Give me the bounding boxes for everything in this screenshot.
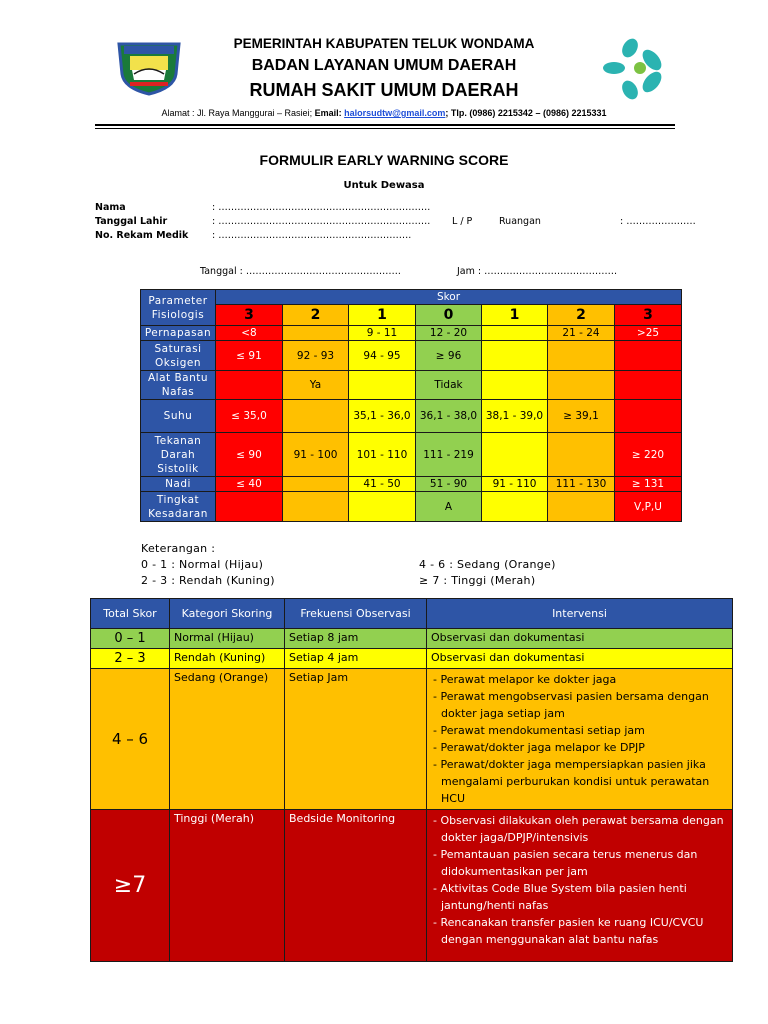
label-ruangan: Ruangan: [499, 216, 541, 227]
intervensi-item: - Rencanakan transfer pasien ke ruang ICU/CVCU dengan menggunakan alat bantu nafas: [433, 916, 704, 946]
row-label: Alat Bantu Nafas: [141, 371, 216, 400]
frekuensi: Bedside Monitoring: [285, 810, 427, 962]
nama-field[interactable]: : ………………………………………………………….: [212, 202, 431, 213]
value-cell: [615, 341, 682, 371]
intervensi-item: - Aktivitas Code Blue System bila pasien henti jantung/henti nafas: [433, 882, 687, 912]
total-skor: 2 – 3: [91, 649, 170, 669]
form-title: FORMULIR EARLY WARNING SCORE: [259, 152, 509, 168]
value-cell: ≥ 96: [416, 341, 482, 371]
jam-field[interactable]: Jam : ……………………………………: [457, 266, 618, 277]
intervensi: Observasi dan dokumentasi: [427, 649, 733, 669]
value-cell: [482, 341, 548, 371]
value-cell: 91 - 110: [482, 477, 548, 492]
no-rm-field[interactable]: : …………………………………………………….: [212, 230, 412, 241]
keterangan-item: 4 - 6 : Sedang (Orange): [419, 558, 556, 571]
keterangan-item: ≥ 7 : Tinggi (Merah): [419, 574, 536, 587]
value-cell: [349, 492, 416, 522]
header-address: [0, 108, 768, 118]
form-subtitle: Untuk Dewasa: [343, 180, 425, 191]
value-cell: 12 - 20: [416, 326, 482, 341]
value-cell: ≤ 40: [216, 477, 283, 492]
value-cell: [548, 341, 615, 371]
value-cell: [216, 371, 283, 400]
label-tanggal-lahir: Tanggal Lahir: [95, 216, 168, 227]
frekuensi: Setiap Jam: [285, 669, 427, 810]
header-frekuensi: Frekuensi Observasi: [285, 599, 427, 629]
value-cell: V,P,U: [615, 492, 682, 522]
kategori: Tinggi (Merah): [170, 810, 285, 962]
header-total-skor: Total Skor: [91, 599, 170, 629]
keterangan-title: Keterangan :: [141, 542, 216, 555]
value-cell: >25: [615, 326, 682, 341]
value-cell: ≤ 90: [216, 433, 283, 477]
kategori: Normal (Hijau): [170, 629, 285, 649]
ruangan-field[interactable]: : …………….……: [620, 216, 696, 227]
total-skor: 0 – 1: [91, 629, 170, 649]
intervensi-item: - Perawat/dokter jaga mempersiapkan pasien jika mengalami perburukan kondisi untuk perawatan HCU: [433, 758, 710, 805]
value-cell: 36,1 - 38,0: [416, 400, 482, 433]
value-cell: 51 - 90: [416, 477, 482, 492]
skor-header: Skor: [216, 290, 682, 305]
header-government: PEMERINTAH KABUPATEN TELUK WONDAMA: [233, 36, 535, 51]
value-cell: [482, 433, 548, 477]
value-cell: ≤ 91: [216, 341, 283, 371]
address-text: Alamat : Jl. Raya Manggurai – Rasiei;: [161, 108, 315, 118]
value-cell: 41 - 50: [349, 477, 416, 492]
value-cell: <8: [216, 326, 283, 341]
value-cell: [283, 400, 349, 433]
intervensi-item: - Perawat melapor ke dokter jaga: [433, 673, 617, 686]
param-header: Parameter Fisiologis: [141, 290, 216, 326]
value-cell: [482, 326, 548, 341]
value-cell: [482, 371, 548, 400]
intervensi-list: [427, 810, 733, 962]
value-cell: A: [416, 492, 482, 522]
row-label: Suhu: [141, 400, 216, 433]
score-cell: 3: [615, 305, 682, 326]
keterangan-item: 0 - 1 : Normal (Hijau): [141, 558, 264, 571]
value-cell: [283, 492, 349, 522]
value-cell: ≥ 39,1: [548, 400, 615, 433]
tanggal-field[interactable]: Tanggal : ………………………………………….: [200, 266, 401, 277]
intervensi: Observasi dan dokumentasi: [427, 629, 733, 649]
row-label: Nadi: [141, 477, 216, 492]
intervensi-item: - Perawat/dokter jaga melapor ke DPJP: [433, 741, 645, 754]
row-label: Tingkat Kesadaran: [141, 492, 216, 522]
label-no-rm: No. Rekam Medik: [95, 230, 189, 241]
value-cell: 91 - 100: [283, 433, 349, 477]
value-cell: [615, 400, 682, 433]
value-cell: 9 - 11: [349, 326, 416, 341]
value-cell: ≤ 35,0: [216, 400, 283, 433]
header-divider: [95, 124, 675, 126]
value-cell: ≥ 220: [615, 433, 682, 477]
score-cell: 2: [283, 305, 349, 326]
total-skor: ≥7: [91, 810, 170, 962]
gender-field[interactable]: L / P: [452, 216, 473, 227]
kategori: Sedang (Orange): [170, 669, 285, 810]
total-skor: 4 – 6: [91, 669, 170, 810]
value-cell: [349, 371, 416, 400]
email-link[interactable]: halorsudtw@gmail.com: [344, 108, 446, 118]
header-kategori: Kategori Skoring: [170, 599, 285, 629]
value-cell: 35,1 - 36,0: [349, 400, 416, 433]
value-cell: Tidak: [416, 371, 482, 400]
score-table: [140, 289, 682, 522]
value-cell: 111 - 130: [548, 477, 615, 492]
kategori: Rendah (Kuning): [170, 649, 285, 669]
value-cell: 92 - 93: [283, 341, 349, 371]
value-cell: 21 - 24: [548, 326, 615, 341]
intervensi-item: - Perawat mendokumentasi setiap jam: [433, 724, 645, 737]
value-cell: 38,1 - 39,0: [482, 400, 548, 433]
value-cell: 111 - 219: [416, 433, 482, 477]
score-cell: 1: [349, 305, 416, 326]
value-cell: [615, 371, 682, 400]
value-cell: [482, 492, 548, 522]
intervensi-item: - Perawat mengobservasi pasien bersama dengan dokter jaga setiap jam: [433, 690, 709, 720]
header-agency: BADAN LAYANAN UMUM DAERAH: [251, 57, 517, 74]
row-label: Pernapasan: [141, 326, 216, 341]
intervensi-item: - Pemantauan pasien secara terus menerus dan didokumentasikan per jam: [433, 848, 698, 878]
header-intervensi: Intervensi: [427, 599, 733, 629]
label-nama: Nama: [95, 202, 126, 213]
value-cell: 94 - 95: [349, 341, 416, 371]
intervention-table: [90, 598, 733, 962]
score-cell: 3: [216, 305, 283, 326]
score-cell: 2: [548, 305, 615, 326]
phone-text: ; Tlp. (0986) 2215342 – (0986) 2215331: [445, 108, 607, 118]
email-label: Email:: [314, 108, 345, 118]
frekuensi: Setiap 4 jam: [285, 649, 427, 669]
score-cell: 0: [416, 305, 482, 326]
header-divider-thin: [95, 128, 675, 129]
value-cell: [216, 492, 283, 522]
frekuensi: Setiap 8 jam: [285, 629, 427, 649]
value-cell: 101 - 110: [349, 433, 416, 477]
keterangan-item: 2 - 3 : Rendah (Kuning): [141, 574, 275, 587]
value-cell: [283, 477, 349, 492]
value-cell: [548, 371, 615, 400]
header-hospital: RUMAH SAKIT UMUM DAERAH: [249, 80, 519, 100]
value-cell: ≥ 131: [615, 477, 682, 492]
row-label: Tekanan Darah Sistolik: [141, 433, 216, 477]
tanggal-lahir-field[interactable]: : ………………………………………………………….: [212, 216, 431, 227]
value-cell: [283, 326, 349, 341]
intervensi-item: - Observasi dilakukan oleh perawat bersama dengan dokter jaga/DPJP/intensivis: [433, 814, 724, 844]
score-cell: 1: [482, 305, 548, 326]
value-cell: [548, 492, 615, 522]
intervensi-list: [427, 669, 733, 810]
row-label: Saturasi Oksigen: [141, 341, 216, 371]
value-cell: [548, 433, 615, 477]
value-cell: Ya: [283, 371, 349, 400]
